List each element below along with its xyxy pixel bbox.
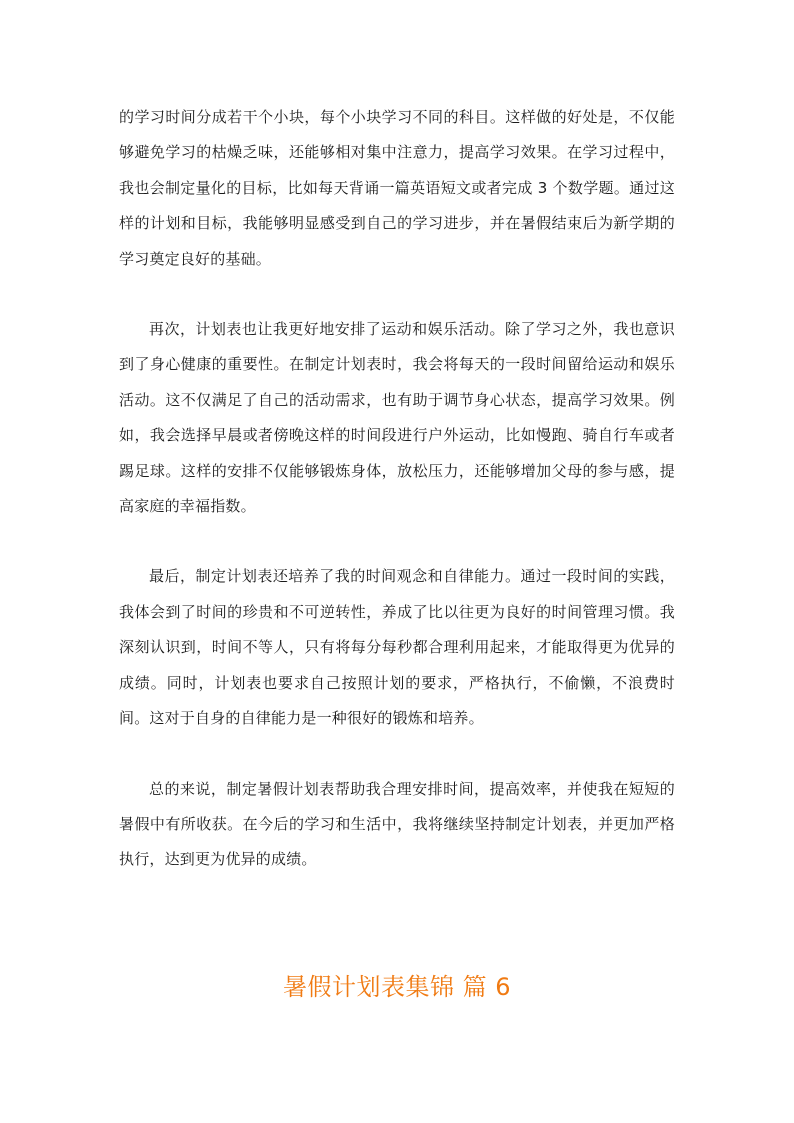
paragraph-gap <box>119 737 675 772</box>
section-title: 暑假计划表集锦 篇 6 <box>282 973 512 1001</box>
paragraph-gap <box>119 524 675 559</box>
paragraph-exercise: 再次，计划表也让我更好地安排了运动和娱乐活动。除了学习之外，我也意识到了身心健康的重要性。在制定计划表时，我会将每天的一段时间留给运动和娱乐活动。这不仅满足了自己的活动需求，也有助于调节身心状态，提高学习效果。例如，我会选择早晨或者傍晚这样的时间段进行户外运动，比如慢跑、骑自行车或者踢足球。这样的安排不仅能够锻炼身体，放松压力，还能够增加父母的参与感，提高家庭的幸福指数。 <box>119 320 675 516</box>
paragraph-gap <box>119 277 675 312</box>
paragraph-conclusion: 总的来说，制定暑假计划表帮助我合理安排时间，提高效率，并使我在短短的暑假中有所收获。在今后的学习和生活中，我将继续坚持制定计划表，并更加严格执行，达到更为优异的成绩。 <box>119 779 675 869</box>
paragraph-self-discipline: 最后，制定计划表还培养了我的时间观念和自律能力。通过一段时间的实践，我体会到了时间的珍贵和不可逆转性，养成了比以往更为良好的时间管理习惯。我深刻认识到，时间不等人，只有将每分每秒都合理利用起来，才能取得更为优异的成绩。同时，计划表也要求自己按照计划的要求，严格执行，不偷懒，不浪费时间。这对于自身的自律能力是一种很好的锻炼和培养。 <box>119 567 675 728</box>
document-body <box>119 100 675 878</box>
paragraph-continuation: 的学习时间分成若干个小块，每个小块学习不同的科目。这样做的好处是，不仅能够避免学习的枯燥乏味，还能够相对集中注意力，提高学习效果。在学习过程中，我也会制定量化的目标，比如每天背诵一篇英语短文或者完成 3 个数学题。通过这样的计划和目标，我能够明显感受到自己的学习进步，并在暑假结束后为新学期的学习奠定良好的基础。 <box>119 108 675 268</box>
